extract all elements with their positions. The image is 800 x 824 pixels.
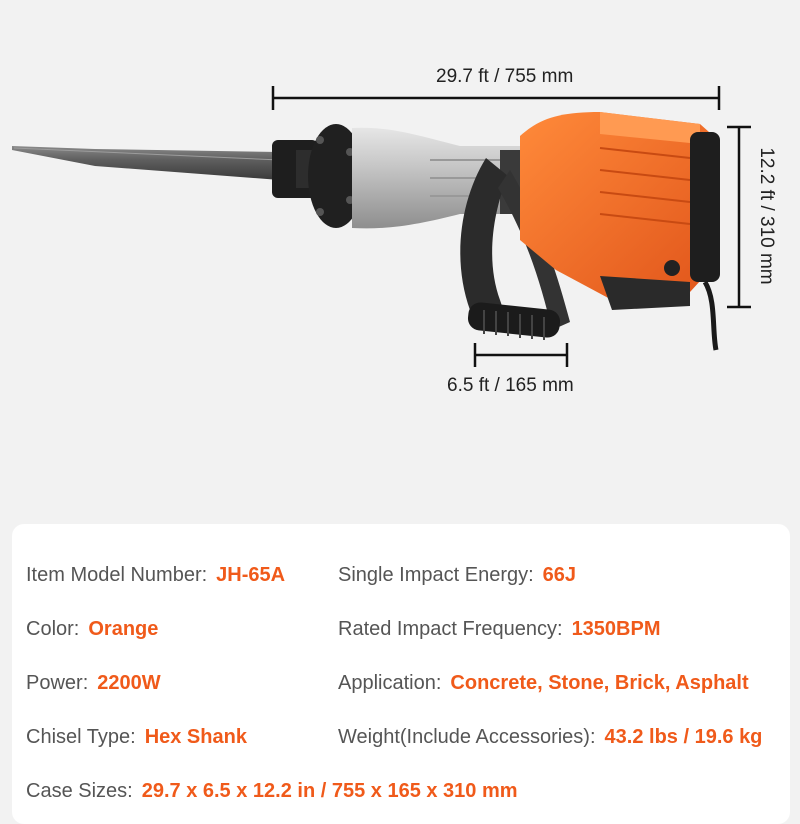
spec-weight-value: 43.2 lbs / 19.6 kg	[604, 726, 763, 748]
spec-power	[26, 672, 161, 695]
spec-chisel-label: Chisel Type:	[26, 726, 136, 748]
spec-frequency-label: Rated Impact Frequency:	[338, 618, 563, 640]
handle-dimension-label: 6.5 ft / 165 mm	[447, 375, 574, 396]
height-dimension-label: 12.2 ft / 310 mm	[756, 147, 777, 285]
power-cord	[705, 282, 716, 350]
spec-color	[26, 618, 158, 641]
length-dimension-label: 29.7 ft / 755 mm	[436, 66, 574, 87]
spec-energy-label: Single Impact Energy:	[338, 564, 534, 586]
spec-case-value: 29.7 x 6.5 x 12.2 in / 755 x 165 x 310 mm	[141, 780, 518, 802]
spec-application	[338, 672, 749, 695]
spec-chisel	[26, 726, 247, 749]
spec-weight-label: Weight(Include Accessories):	[338, 726, 596, 748]
spec-application-label: Application:	[338, 672, 442, 694]
spec-application-value: Concrete, Stone, Brick, Asphalt	[450, 672, 749, 694]
spec-frequency-value: 1350BPM	[571, 618, 661, 640]
dimension-line-handle	[475, 343, 567, 367]
spec-card	[12, 524, 790, 824]
spec-chisel-value: Hex Shank	[144, 726, 247, 748]
chisel-bit	[12, 146, 280, 180]
spec-energy-value: 66J	[542, 564, 577, 586]
spec-frequency	[338, 618, 661, 641]
chuck	[272, 124, 364, 228]
spec-case-label: Case Sizes:	[26, 780, 133, 802]
dimension-line-length	[273, 86, 719, 110]
spec-model-label: Item Model Number:	[26, 564, 208, 586]
spec-energy	[338, 564, 576, 587]
spec-weight	[338, 726, 762, 749]
spec-model	[26, 564, 285, 587]
spec-model-value: JH-65A	[216, 564, 286, 586]
spec-power-value: 2200W	[97, 672, 161, 694]
spec-power-label: Power:	[26, 672, 89, 694]
spec-color-label: Color:	[26, 618, 80, 640]
spec-color-value: Orange	[88, 618, 159, 640]
dimension-line-height	[727, 127, 751, 307]
